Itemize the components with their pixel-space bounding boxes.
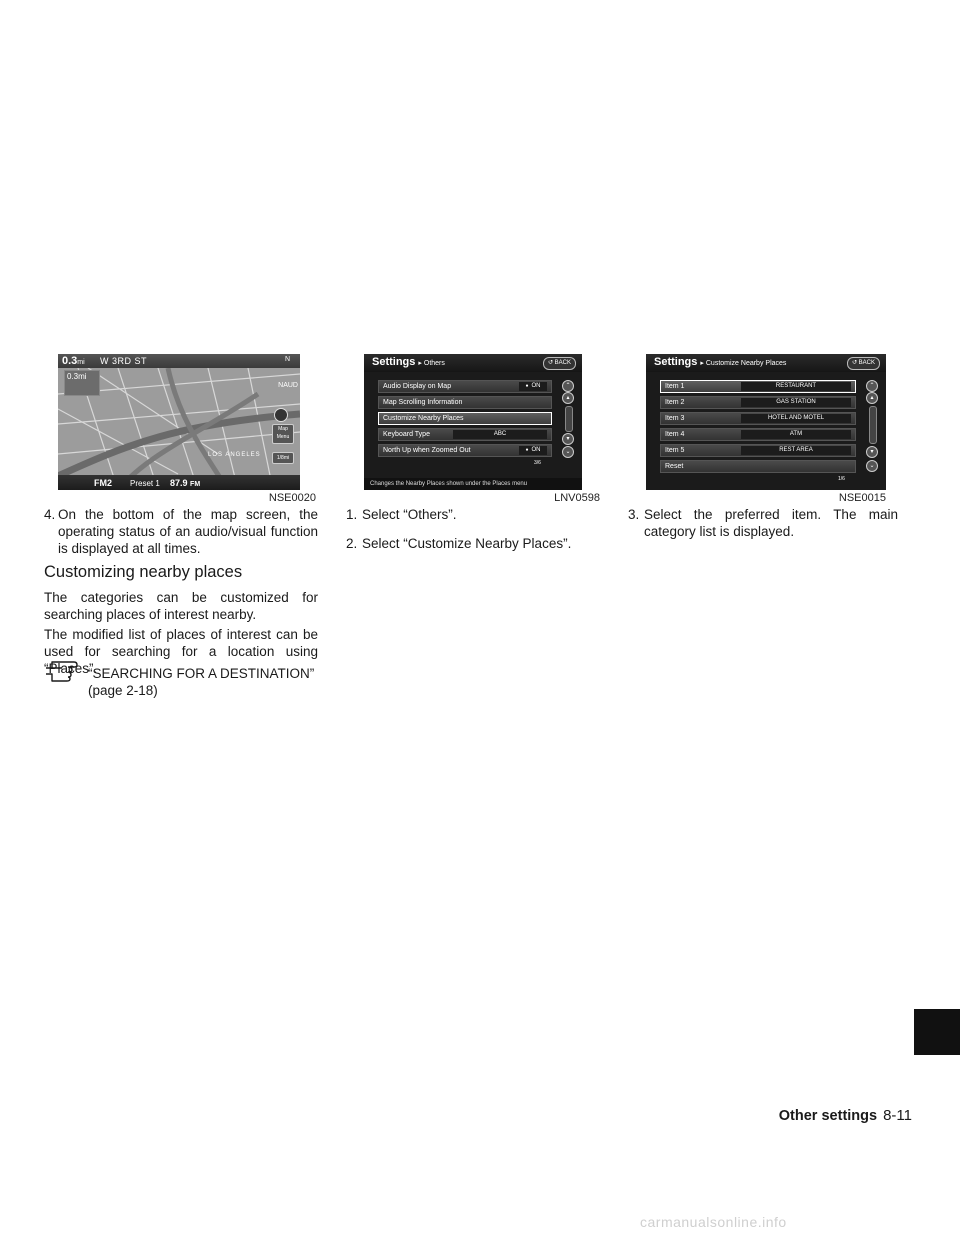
scroll-up-icon: ▴: [866, 392, 878, 404]
page-up-icon: ⌃: [562, 380, 574, 392]
scroll-down-icon: ▾: [866, 446, 878, 458]
page-up-icon: ⌃: [866, 380, 878, 392]
map-scale-button: 1/8mi: [272, 452, 294, 464]
settings-title: Settings ▸ Others: [372, 356, 445, 368]
cross-reference-text: “SEARCHING FOR A DESTINATION” (page 2-18): [88, 666, 315, 698]
step-2: 2. Select “Customize Nearby Places”.: [346, 536, 572, 551]
row-keyboard-type: Keyboard Type ABC: [378, 428, 552, 441]
row-item-2: Item 2 GAS STATION: [660, 396, 856, 409]
page-number: 8-11: [883, 1107, 912, 1124]
row-customize-nearby: Customize Nearby Places: [378, 412, 552, 425]
chapter-title: Other settings: [778, 1108, 878, 1124]
step-3: 3. Select the preferred item. The main category list is displayed.: [628, 507, 898, 539]
pointing-hand-icon: [44, 659, 80, 683]
back-button: ↺ BACK: [543, 357, 576, 370]
page-footer: [779, 1107, 912, 1124]
row-item-1: Item 1 RESTAURANT: [660, 380, 856, 393]
row-item-3: Item 3 HOTEL AND MOTEL: [660, 412, 856, 425]
map-menu-button: Map Menu: [272, 424, 294, 444]
scroll-down-icon: ▾: [562, 433, 574, 445]
customize-nearby-screenshot: [646, 354, 886, 490]
page-down-icon: ⌄: [866, 460, 878, 472]
scroll-up-icon: ▴: [562, 392, 574, 404]
settings-header: [364, 354, 582, 372]
map-turn-inset: 0.3mi: [64, 370, 100, 396]
paragraph-2: The modified list of places of interest can be used for searching for a location using “Places”.: [44, 627, 318, 676]
map-screenshot: [58, 354, 300, 490]
page-down-icon: ⌄: [562, 446, 574, 458]
row-item-4: Item 4 ATM: [660, 428, 856, 441]
watermark: carmanualsonline.info: [640, 1214, 787, 1230]
chapter-thumb-tab: [914, 1009, 960, 1055]
compass-icon: [274, 408, 288, 422]
step-1: 1. Select “Others”.: [346, 507, 457, 522]
row-item-5: Item 5 REST AREA: [660, 444, 856, 457]
audio-frequency: 87.9 FM: [170, 478, 201, 488]
row-reset: Reset: [660, 460, 856, 473]
row-map-scrolling: Map Scrolling Information: [378, 396, 552, 409]
column-left: [28, 506, 318, 569]
paragraph-1: The categories can be customized for searching places of interest nearby.: [44, 590, 318, 622]
scrollbar: [565, 406, 573, 432]
figure-id-map: NSE0020: [268, 492, 316, 504]
audio-band: FM2: [94, 478, 112, 488]
map-side-label: NAUD: [278, 382, 298, 389]
help-footer: Changes the Nearby Places shown under the Places menu: [364, 478, 582, 490]
map-top-bar: [58, 354, 300, 368]
step-4: 4. On the bottom of the map screen, the operating status of an audio/visual function is displayed at all times.: [44, 507, 318, 556]
section-heading: Customizing nearby places: [44, 563, 243, 581]
page-indicator: 3/6: [534, 460, 541, 466]
others-settings-screenshot: [364, 354, 582, 490]
settings-title: Settings ▸ Customize Nearby Places: [654, 356, 787, 368]
column-right: [614, 506, 898, 552]
map-city-label: LOS ANGELES: [208, 452, 261, 458]
row-audio-display: Audio Display on Map ● ON: [378, 380, 552, 393]
figure-id-customize: NSE0015: [838, 492, 886, 504]
page-indicator: 1/6: [838, 476, 845, 482]
back-button: ↺ BACK: [847, 357, 880, 370]
map-street-name: W 3RD ST: [100, 356, 148, 366]
audio-preset: Preset 1: [130, 479, 160, 488]
scrollbar: [869, 406, 877, 444]
settings-header: [646, 354, 886, 372]
figure-id-others: LNV0598: [554, 492, 600, 504]
map-north-label: N: [284, 356, 290, 363]
map-distance: 0.3mi: [62, 355, 85, 367]
row-north-up: North Up when Zoomed Out ● ON: [378, 444, 552, 457]
column-middle: [332, 506, 612, 564]
